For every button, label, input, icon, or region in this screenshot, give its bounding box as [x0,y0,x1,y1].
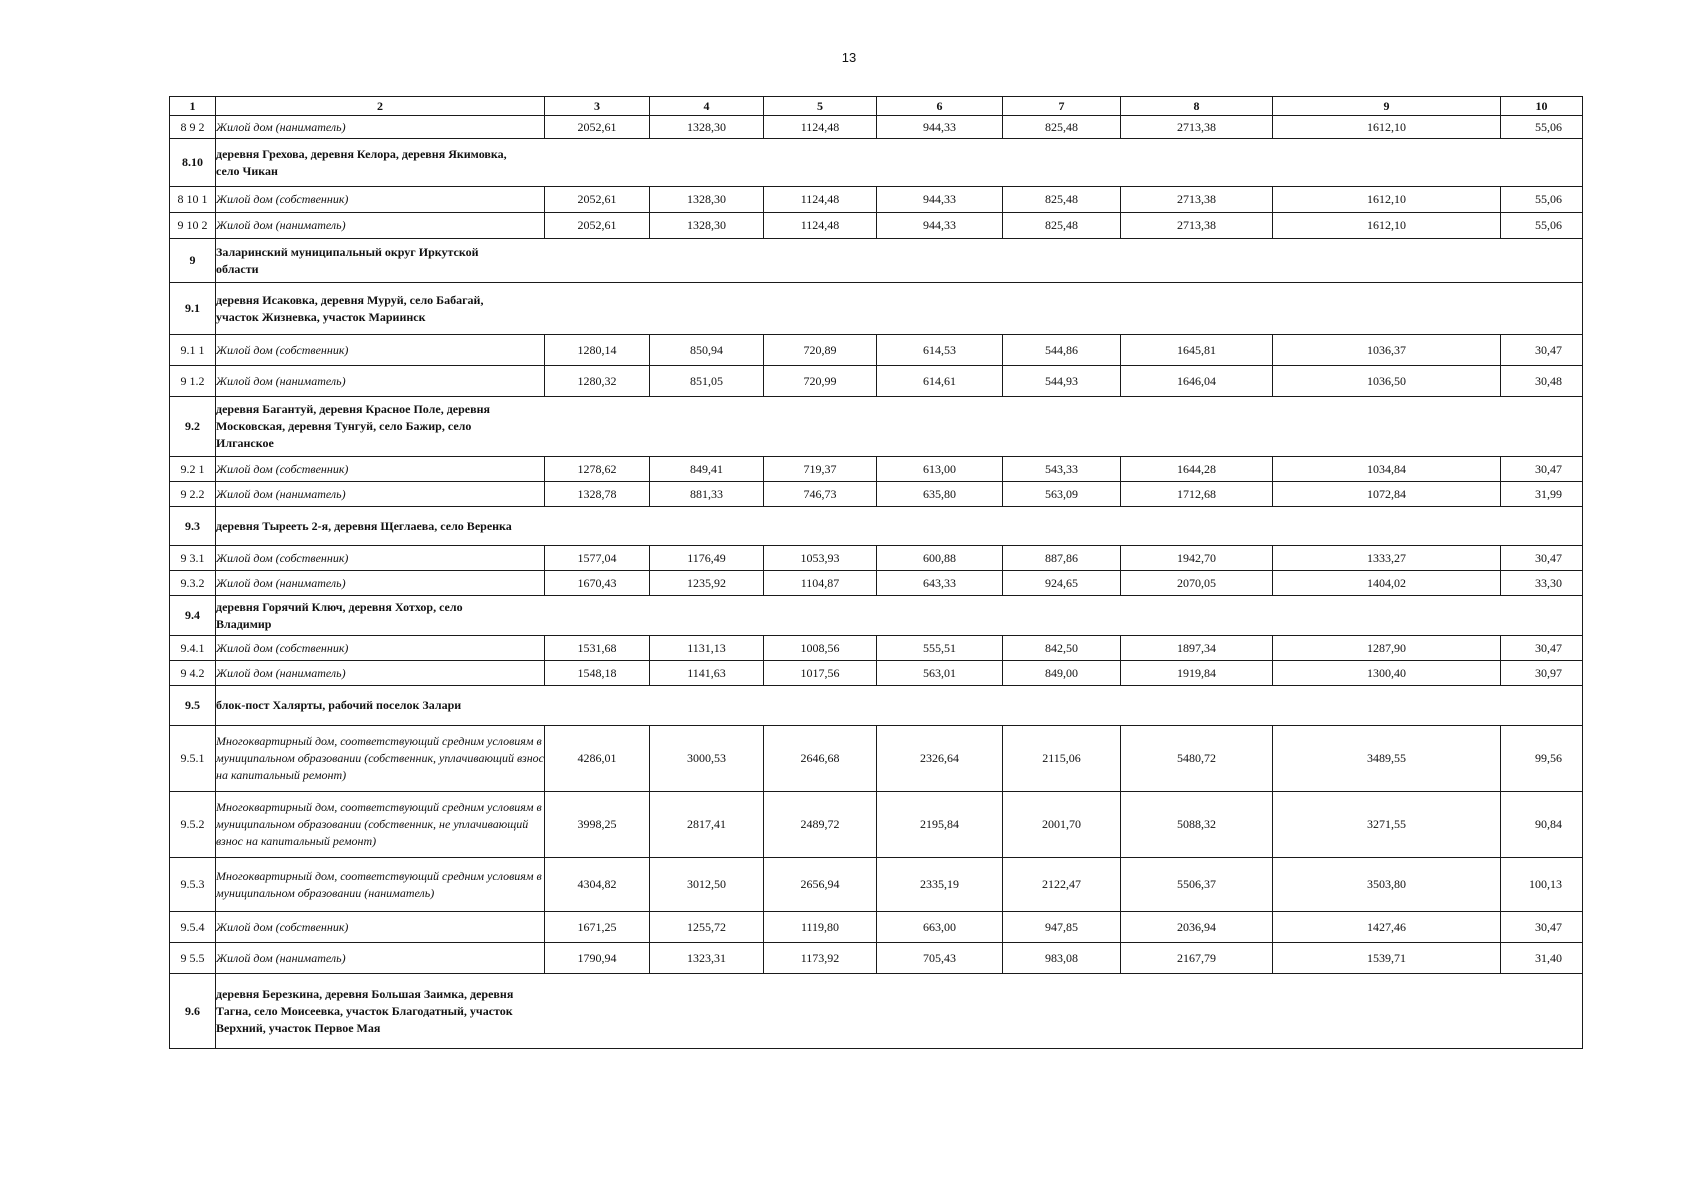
value-cell-col-4: 1328,30 [650,116,764,139]
tariff-table [169,96,1583,1049]
header-cell-6: 6 [877,97,1003,116]
value-cell-col-5: 720,99 [764,366,877,397]
value-cell-col-3: 4286,01 [545,726,650,792]
value-cell-col-8: 2713,38 [1121,213,1273,239]
value-cell-col-10: 30,97 [1501,661,1583,686]
page-number: 13 [841,50,857,65]
value-cell-col-7: 543,33 [1003,457,1121,482]
section-row [170,686,1583,726]
value-cell-col-5: 1124,48 [764,213,877,239]
section-title-cell [216,974,1583,1049]
section-title: деревня Багантуй, деревня Красное Поле, деревня Московская, деревня Тунгуй, село Бажир, село Илганское [216,402,490,450]
housing-type: Многоквартирный дом, соответствующий средним условиям в муниципальном образовании (наниматель) [216,858,545,912]
housing-type: Жилой дом (собственник) [216,335,545,366]
value-cell-col-4: 881,33 [650,482,764,507]
value-cell-col-4: 1328,30 [650,213,764,239]
section-title: деревня Березкина, деревня Большая Заимка, деревня Тагна, село Моисеевка, участок Благодатный, участок Верхний, участок Первое Мая [216,986,514,1035]
value-cell-col-6: 2335,19 [877,858,1003,912]
header-cell-2: 2 [216,97,545,116]
row-number: 9.5.3 [170,858,216,912]
value-cell-col-10: 30,47 [1501,546,1583,571]
section-title-cell [216,283,1583,335]
value-cell-col-7: 2122,47 [1003,858,1121,912]
row-number: 9 3.1 [170,546,216,571]
value-cell-col-5: 1124,48 [764,116,877,139]
value-cell-col-3: 2052,61 [545,187,650,213]
value-cell-col-9: 1539,71 [1273,943,1501,974]
value-cell-col-4: 1235,92 [650,571,764,596]
value-cell-col-7: 983,08 [1003,943,1121,974]
value-cell-col-10: 30,47 [1501,457,1583,482]
value-cell-col-5: 720,89 [764,335,877,366]
value-cell-col-8: 2167,79 [1121,943,1273,974]
value-cell-col-10: 30,47 [1501,636,1583,661]
header-cell-3: 3 [545,97,650,116]
table-body [170,97,1583,1049]
section-row [170,507,1583,546]
table-row [170,661,1583,686]
table-row [170,858,1583,912]
value-cell-col-10: 100,13 [1501,858,1583,912]
row-number: 9 [170,239,216,283]
value-cell-col-6: 2195,84 [877,792,1003,858]
value-cell-col-3: 1328,78 [545,482,650,507]
value-cell-col-4: 1255,72 [650,912,764,943]
value-cell-col-4: 1131,13 [650,636,764,661]
header-row [170,97,1583,116]
value-cell-col-10: 55,06 [1501,187,1583,213]
value-cell-col-8: 1919,84 [1121,661,1273,686]
row-number: 9 2.2 [170,482,216,507]
value-cell-col-8: 5480,72 [1121,726,1273,792]
value-cell-col-7: 842,50 [1003,636,1121,661]
table-row [170,482,1583,507]
section-title-cell [216,596,1583,636]
housing-type: Жилой дом (наниматель) [216,116,545,139]
value-cell-col-9: 1036,50 [1273,366,1501,397]
value-cell-col-10: 31,40 [1501,943,1583,974]
housing-type: Жилой дом (собственник) [216,912,545,943]
value-cell-col-3: 1278,62 [545,457,650,482]
value-cell-col-10: 30,47 [1501,912,1583,943]
value-cell-col-3: 1548,18 [545,661,650,686]
row-number: 9.3 [170,507,216,546]
value-cell-col-4: 850,94 [650,335,764,366]
row-number: 9.5.2 [170,792,216,858]
value-cell-col-5: 2489,72 [764,792,877,858]
value-cell-col-8: 2036,94 [1121,912,1273,943]
table-row [170,187,1583,213]
section-title-cell [216,397,1583,457]
row-number: 9 5.5 [170,943,216,974]
value-cell-col-10: 30,47 [1501,335,1583,366]
table-row [170,366,1583,397]
value-cell-col-8: 1646,04 [1121,366,1273,397]
row-number: 9 1.2 [170,366,216,397]
row-number: 9.2 [170,397,216,457]
value-cell-col-6: 944,33 [877,187,1003,213]
row-number: 9.4.1 [170,636,216,661]
value-cell-col-9: 1036,37 [1273,335,1501,366]
value-cell-col-8: 5088,32 [1121,792,1273,858]
value-cell-col-8: 2070,05 [1121,571,1273,596]
value-cell-col-7: 563,09 [1003,482,1121,507]
value-cell-col-3: 4304,82 [545,858,650,912]
row-number: 8 9 2 [170,116,216,139]
value-cell-col-5: 1017,56 [764,661,877,686]
value-cell-col-3: 3998,25 [545,792,650,858]
section-title: деревня Горячий Ключ, деревня Хотхор, село Владимир [216,599,463,631]
value-cell-col-6: 600,88 [877,546,1003,571]
row-number: 9.5.1 [170,726,216,792]
value-cell-col-9: 1034,84 [1273,457,1501,482]
section-title: деревня Тырееть 2-я, деревня Щеглаева, село Веренка [216,518,512,533]
housing-type: Жилой дом (наниматель) [216,213,545,239]
table-row [170,335,1583,366]
value-cell-col-9: 3271,55 [1273,792,1501,858]
housing-type: Жилой дом (собственник) [216,457,545,482]
row-number: 8 10 1 [170,187,216,213]
value-cell-col-9: 3489,55 [1273,726,1501,792]
value-cell-col-7: 544,86 [1003,335,1121,366]
value-cell-col-9: 1612,10 [1273,187,1501,213]
value-cell-col-10: 55,06 [1501,116,1583,139]
section-row [170,283,1583,335]
housing-type: Многоквартирный дом, соответствующий средним условиям в муниципальном образовании (собственник, уплачивающий взнос на капитальный ремонт) [216,726,545,792]
value-cell-col-6: 643,33 [877,571,1003,596]
row-number: 9 10 2 [170,213,216,239]
section-title-cell [216,139,1583,187]
row-number: 9.3.2 [170,571,216,596]
section-row [170,139,1583,187]
value-cell-col-8: 1645,81 [1121,335,1273,366]
section-title: деревня Исаковка, деревня Муруй, село Бабагай, участок Жизневка, участок Мариинск [216,292,484,324]
value-cell-col-9: 1404,02 [1273,571,1501,596]
row-number: 9.1 1 [170,335,216,366]
section-title-cell [216,507,1583,546]
table-row [170,912,1583,943]
value-cell-col-7: 825,48 [1003,116,1121,139]
value-cell-col-4: 3012,50 [650,858,764,912]
row-number: 8.10 [170,139,216,187]
header-cell-5: 5 [764,97,877,116]
value-cell-col-4: 1141,63 [650,661,764,686]
value-cell-col-3: 1280,14 [545,335,650,366]
value-cell-col-6: 635,80 [877,482,1003,507]
value-cell-col-4: 1328,30 [650,187,764,213]
section-row [170,397,1583,457]
row-number: 9.1 [170,283,216,335]
section-row [170,974,1583,1049]
value-cell-col-7: 825,48 [1003,213,1121,239]
value-cell-col-3: 1670,43 [545,571,650,596]
value-cell-col-9: 1287,90 [1273,636,1501,661]
value-cell-col-6: 944,33 [877,213,1003,239]
header-cell-9: 9 [1273,97,1501,116]
value-cell-col-6: 555,51 [877,636,1003,661]
value-cell-col-10: 99,56 [1501,726,1583,792]
value-cell-col-9: 1427,46 [1273,912,1501,943]
value-cell-col-10: 55,06 [1501,213,1583,239]
value-cell-col-10: 90,84 [1501,792,1583,858]
row-number: 9 4.2 [170,661,216,686]
value-cell-col-5: 1124,48 [764,187,877,213]
table-row [170,943,1583,974]
value-cell-col-8: 1644,28 [1121,457,1273,482]
value-cell-col-7: 825,48 [1003,187,1121,213]
value-cell-col-4: 851,05 [650,366,764,397]
value-cell-col-4: 849,41 [650,457,764,482]
value-cell-col-10: 31,99 [1501,482,1583,507]
header-cell-7: 7 [1003,97,1121,116]
housing-type: Многоквартирный дом, соответствующий средним условиям в муниципальном образовании (собственник, не уплачивающий взнос на капитальный ремонт) [216,792,545,858]
table-row [170,792,1583,858]
value-cell-col-10: 30,48 [1501,366,1583,397]
value-cell-col-5: 719,37 [764,457,877,482]
value-cell-col-6: 2326,64 [877,726,1003,792]
value-cell-col-6: 614,53 [877,335,1003,366]
value-cell-col-3: 1531,68 [545,636,650,661]
value-cell-col-9: 1333,27 [1273,546,1501,571]
table-row [170,457,1583,482]
value-cell-col-8: 2713,38 [1121,116,1273,139]
housing-type: Жилой дом (наниматель) [216,482,545,507]
value-cell-col-9: 1300,40 [1273,661,1501,686]
value-cell-col-6: 705,43 [877,943,1003,974]
table-row [170,546,1583,571]
section-row [170,596,1583,636]
value-cell-col-9: 1072,84 [1273,482,1501,507]
value-cell-col-3: 1671,25 [545,912,650,943]
value-cell-col-7: 2001,70 [1003,792,1121,858]
value-cell-col-6: 563,01 [877,661,1003,686]
value-cell-col-7: 849,00 [1003,661,1121,686]
section-row [170,239,1583,283]
value-cell-col-5: 1119,80 [764,912,877,943]
section-title: деревня Грехова, деревня Келора, деревня Якимовка, село Чикан [216,146,507,178]
header-cell-1: 1 [170,97,216,116]
header-cell-4: 4 [650,97,764,116]
value-cell-col-6: 944,33 [877,116,1003,139]
section-title-cell [216,239,1583,283]
value-cell-col-10: 33,30 [1501,571,1583,596]
row-number: 9.2 1 [170,457,216,482]
value-cell-col-5: 746,73 [764,482,877,507]
value-cell-col-4: 3000,53 [650,726,764,792]
value-cell-col-5: 1008,56 [764,636,877,661]
housing-type: Жилой дом (наниматель) [216,661,545,686]
row-number: 9.5 [170,686,216,726]
value-cell-col-4: 1323,31 [650,943,764,974]
value-cell-col-5: 1173,92 [764,943,877,974]
value-cell-col-6: 613,00 [877,457,1003,482]
value-cell-col-4: 2817,41 [650,792,764,858]
value-cell-col-7: 544,93 [1003,366,1121,397]
header-cell-10: 10 [1501,97,1583,116]
value-cell-col-4: 1176,49 [650,546,764,571]
table-row [170,571,1583,596]
value-cell-col-5: 2656,94 [764,858,877,912]
section-title: блок-пост Халярты, рабочий поселок Залари [216,698,462,712]
value-cell-col-9: 1612,10 [1273,116,1501,139]
header-cell-8: 8 [1121,97,1273,116]
table-row [170,213,1583,239]
value-cell-col-8: 1897,34 [1121,636,1273,661]
housing-type: Жилой дом (наниматель) [216,366,545,397]
value-cell-col-3: 1577,04 [545,546,650,571]
table-row [170,636,1583,661]
value-cell-col-8: 2713,38 [1121,187,1273,213]
housing-type: Жилой дом (наниматель) [216,943,545,974]
table-row [170,726,1583,792]
value-cell-col-5: 1104,87 [764,571,877,596]
value-cell-col-8: 1942,70 [1121,546,1273,571]
housing-type: Жилой дом (наниматель) [216,571,545,596]
value-cell-col-6: 614,61 [877,366,1003,397]
table-row [170,116,1583,139]
value-cell-col-5: 1053,93 [764,546,877,571]
section-title: Заларинский муниципальный округ Иркутской области [216,244,479,276]
value-cell-col-3: 1280,32 [545,366,650,397]
value-cell-col-8: 1712,68 [1121,482,1273,507]
value-cell-col-9: 3503,80 [1273,858,1501,912]
row-number: 9.4 [170,596,216,636]
row-number: 9.6 [170,974,216,1049]
value-cell-col-3: 2052,61 [545,213,650,239]
value-cell-col-7: 887,86 [1003,546,1121,571]
row-number: 9.5.4 [170,912,216,943]
section-title-cell [216,686,1583,726]
value-cell-col-6: 663,00 [877,912,1003,943]
value-cell-col-3: 2052,61 [545,116,650,139]
value-cell-col-9: 1612,10 [1273,213,1501,239]
housing-type: Жилой дом (собственник) [216,187,545,213]
value-cell-col-7: 924,65 [1003,571,1121,596]
value-cell-col-5: 2646,68 [764,726,877,792]
housing-type: Жилой дом (собственник) [216,546,545,571]
value-cell-col-8: 5506,37 [1121,858,1273,912]
housing-type: Жилой дом (собственник) [216,636,545,661]
value-cell-col-7: 2115,06 [1003,726,1121,792]
value-cell-col-7: 947,85 [1003,912,1121,943]
value-cell-col-3: 1790,94 [545,943,650,974]
